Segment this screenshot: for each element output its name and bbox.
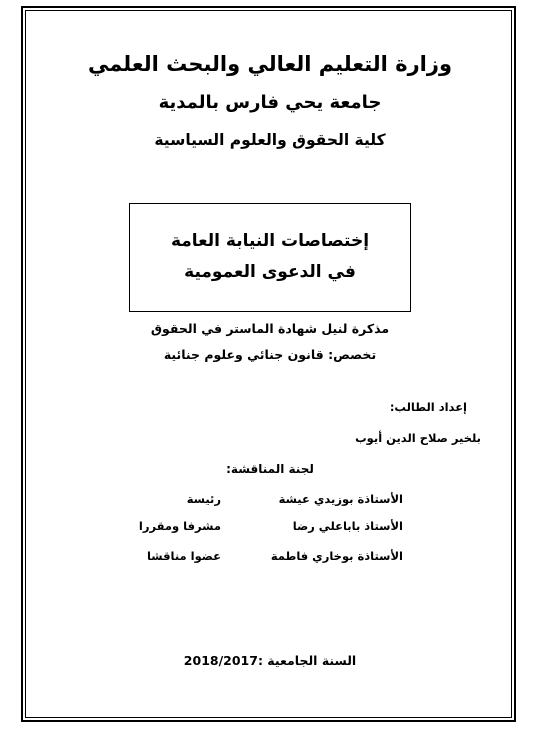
thesis-title-box bbox=[129, 203, 411, 312]
faculty-name: كلية الحقوق والعلوم السياسية bbox=[154, 131, 386, 149]
committee-member-name: الأستاذ باباعلي رضا bbox=[292, 519, 403, 533]
thesis-title-line2: في الدعوى العمومية bbox=[184, 262, 356, 282]
committee-member-name: الأستاذة بوخاري فاطمة bbox=[270, 549, 403, 563]
committee-member-role: مشرفا ومقررا bbox=[138, 519, 221, 533]
academic-year: السنة الجامعية :2018/2017 bbox=[183, 653, 357, 668]
specialization: تخصص: قانون جنائي وعلوم جنائية bbox=[163, 347, 377, 362]
ministry-name: وزارة التعليم العالي والبحث العلمي bbox=[87, 52, 453, 76]
committee-member-name: الأستاذة بوزيدي عيشة bbox=[278, 492, 403, 506]
committee-heading: لجنة المناقشة: bbox=[226, 462, 314, 476]
student-name: بلخير صلاح الدين أيوب bbox=[355, 431, 481, 445]
degree-statement: مذكرة لنيل شهادة الماستر في الحقوق bbox=[150, 321, 390, 336]
committee-member-role: عضوا مناقشا bbox=[146, 549, 221, 563]
thesis-title-line1: إختصاصات النيابة العامة bbox=[170, 231, 370, 251]
committee-member-role: رئيسة bbox=[186, 492, 221, 506]
prepared-by-label: إعداد الطالب: bbox=[389, 400, 467, 414]
page-border-inner bbox=[25, 10, 512, 718]
university-name: جامعة يحي فارس بالمدية bbox=[158, 92, 382, 113]
